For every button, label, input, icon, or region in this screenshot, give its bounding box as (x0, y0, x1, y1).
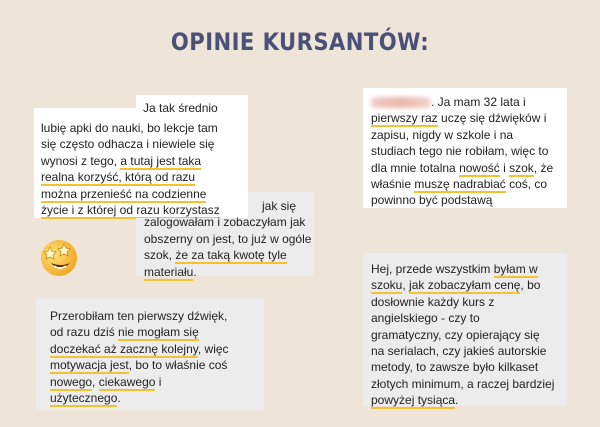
review-2-line: zalogowałam i zobaczyłam jak (144, 215, 306, 230)
review-3-line: studiach tego nie robiłam, więc to (371, 144, 549, 159)
highlight: nie mogłam się (118, 325, 199, 340)
review-card-5 (363, 253, 567, 406)
highlight: można przenieść na codzienne (41, 186, 207, 201)
review-card-3 (363, 88, 567, 208)
highlight: doczekać aż zacznę kolejny (50, 341, 198, 356)
blurred-name (371, 97, 431, 108)
highlight: muszę nadrabiać (414, 177, 506, 192)
highlight: motywacja jest (50, 358, 129, 373)
review-5-line: szoku, jak zobaczyłam cenę, bo (371, 278, 541, 293)
review-4-line: Przerobiłam ten pierwszy dźwięk, (50, 309, 228, 323)
review-4-line: doczekać aż zacznę kolejny, więc (50, 341, 229, 356)
review-3-line: pierwszy raz uczę się dźwięków i (371, 111, 547, 126)
highlight: szoku (371, 278, 403, 293)
highlight: szok (509, 160, 534, 175)
review-3-line: właśnie muszę nadrabiać coś, co (371, 177, 548, 192)
review-3-line: zapisu, nigdy w szkole i na (371, 127, 514, 142)
review-4-line: motywacja jest, bo to właśnie coś (50, 358, 228, 373)
review-2-line: materiału. (144, 264, 197, 279)
review-5-line: gramatyczny, czy opierający się (371, 327, 540, 342)
review-5-line: Hej, przede wszystkim byłam w (371, 262, 538, 276)
review-5-line: angielskiego - czy to (371, 311, 480, 326)
review-4-line: użytecznego. (50, 391, 121, 406)
page-title: OPINIE KURSANTÓW: (170, 28, 430, 56)
star-struck-emoji-icon (38, 237, 80, 279)
review-3-line: powinno być podstawą (371, 193, 493, 208)
review-1-line (41, 169, 248, 185)
highlight: ciekawego (98, 374, 156, 389)
review-3-line: dla mnie totalna nowość i szok, że (371, 160, 554, 175)
review-5-line: powyżej tysiąca. (371, 393, 459, 408)
review-1-line: lubię apki do nauki, bo lekcje tam (41, 121, 218, 135)
highlight: a tutaj jest taka (120, 153, 202, 168)
review-card-4 (36, 298, 264, 410)
review-2-text (144, 198, 311, 280)
review-1-line: Ja tak średnio (143, 101, 218, 115)
review-1-line: się często odhacza i niewiele się (41, 137, 215, 152)
review-3-line: . Ja mam 32 lata i (371, 94, 567, 110)
review-2-line: jak się (262, 199, 297, 213)
highlight: nowość (459, 160, 500, 175)
highlight: życie i z której od razu korzystasz (41, 203, 220, 218)
review-5-line: na serialach, czy jakieś autorskie (371, 344, 547, 359)
highlight: że za taką kwotę tyle (175, 248, 287, 263)
highlight: byłam w (493, 262, 538, 276)
review-5-line: złotych minimum, a raczej bardziej (371, 376, 555, 391)
highlight: pierwszy raz (371, 111, 438, 126)
highlight: realna korzyść, którą od razu (41, 170, 196, 185)
review-2-line: obszerny on jest, to już w ogóle (144, 231, 312, 246)
review-5-line: dosłownie każdy kurs z (371, 294, 495, 309)
highlight: użytecznego (50, 391, 118, 406)
review-5-line: metody, to zawsze było kilkaset (371, 360, 539, 375)
review-4-line: od razu dziś nie mogłam się (50, 325, 199, 340)
review-4-line: nowego, ciekawego i (50, 374, 162, 389)
review-1-line: wynosi z tego, a tutaj jest taka (41, 153, 202, 168)
review-2-line: szok, że za taką kwotę tyle (144, 248, 287, 263)
highlight: nowego (50, 374, 93, 389)
highlight: jak zobaczyłam cenę (409, 278, 521, 293)
highlight: powyżej tysiąca (371, 393, 456, 408)
highlight: materiału (144, 264, 194, 279)
